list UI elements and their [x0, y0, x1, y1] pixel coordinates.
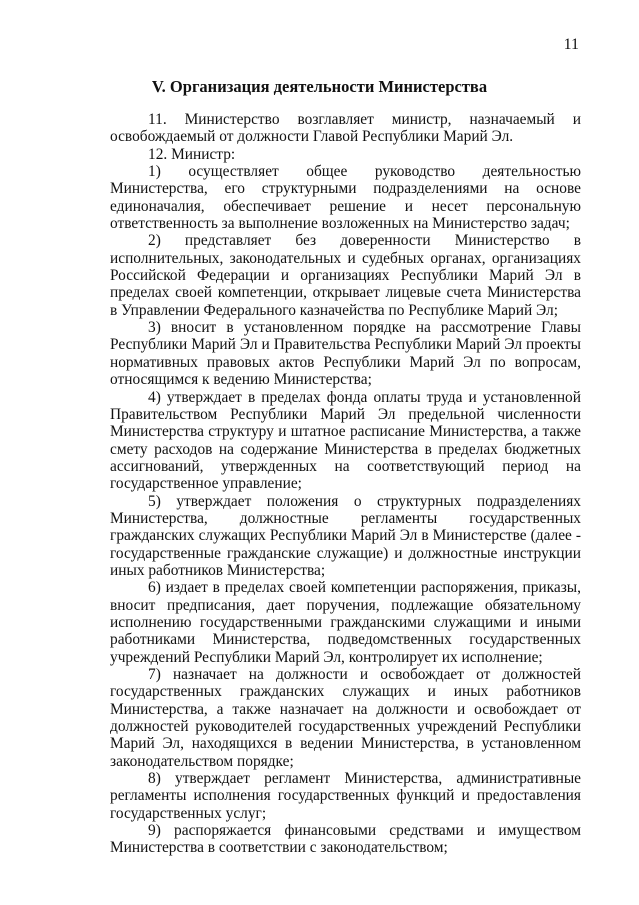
list-item-9: 9) распоряжается финансовыми средствами и имуществом Министерства в соответствии с законодательством; — [110, 822, 581, 857]
list-item-5: 5) утверждает положения о структурных подразделениях Министерства, должностные регламенты государственных гражданских служащих Республики Марий Эл в Министерстве (далее - государственные гражданские служащие) и должностные инструкции иных работников Министерства; — [110, 492, 581, 579]
list-item-7: 7) назначает на должности и освобождает от должностей государственных гражданских служащих и иных работников Министерства, а также назначает на должности и освобождает от должностей руководителей государственных учреждений Республики Марий Эл, находящихся в ведении Министерства, в установленном законодательством порядке; — [110, 666, 581, 770]
list-item-4: 4) утверждает в пределах фонда оплаты труда и установленной Правительством Республики Марий Эл предельной численности Министерства структуру и штатное расписание Министерства, а также смету расходов на содержание Министерства в пределах бюджетных ассигнований, утвержденных на соответствующий период на государственное управление; — [110, 388, 581, 493]
list-item-6: 6) издает в пределах своей компетенции распоряжения, приказы, вносит предписания, дает поручения, подлежащие обязательному исполнению государственными гражданскими служащими и иными работниками Министерства, подведомственных государственных учреждений Республики Марий Эл, контролирует их исполнение; — [110, 579, 581, 666]
paragraph-11: 11. Министерство возглавляет министр, назначаемый и освобождаемый от должности Главой Республики Марий Эл. — [110, 111, 581, 146]
list-item-3: 3) вносит в установленном порядке на рассмотрение Главы Республики Марий Эл и Правительства Республики Марий Эл проекты нормативных правовых актов Республики Марий Эл по вопросам, относящимся к ведению Министерства; — [110, 319, 581, 389]
page-number: 11 — [563, 36, 579, 53]
list-item-8: 8) утверждает регламент Министерства, административные регламенты исполнения государственных функций и предоставления государственных услуг; — [110, 770, 581, 822]
list-item-2: 2) представляет без доверенности Министерство в исполнительных, законодательных и судебных органах, организациях Российской Федерации и организациях Республики Марий Эл в пределах своей компетенции, открывает лицевые счета Министерства в Управлении Федерального казначейства по Республике Марий Эл; — [110, 232, 581, 319]
section-title: V. Организация деятельности Министерства — [151, 77, 488, 96]
list-item-1: 1) осуществляет общее руководство деятельностью Министерства, его структурными подразделениями на основе единоначалия, обеспечивает решение и несет персональную ответственность за выполнение возложенных на Министерство задач; — [110, 163, 581, 233]
paragraph-12-heading: 12. Министр: — [148, 145, 236, 163]
document-body — [110, 111, 581, 857]
